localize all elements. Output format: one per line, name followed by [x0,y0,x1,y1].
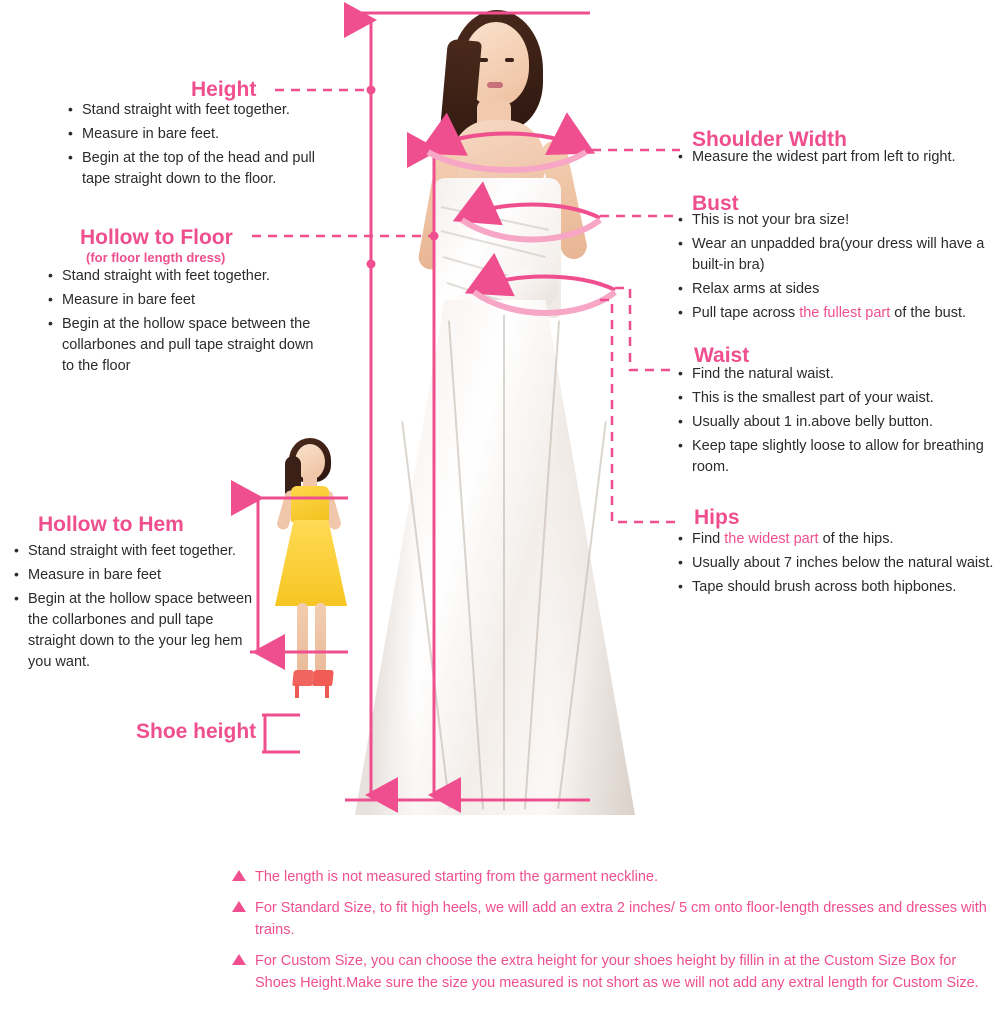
warning-triangle-icon [232,901,246,912]
list-item: • Measure the widest part from left to right. [678,147,996,168]
bust-heading: Bust [692,192,739,215]
list-item: • Wear an unpadded bra(your dress will have a built-in bra) [678,234,996,276]
footnote-row [232,950,992,994]
heel-left-shape [295,684,299,698]
list-item: • Begin at the top of the head and pull tape straight down to the floor. [68,148,330,190]
hips-bullet-list [678,529,996,601]
hollow-to-floor-bullet-list [48,266,316,380]
shoulder-width-bullet-list [678,147,996,171]
leg-left-shape [297,603,308,673]
list-item: • Measure in bare feet [48,290,316,311]
list-item: • This is the smallest part of your waist. [678,388,996,409]
footnote-text: The length is not measured starting from the garment neckline. [255,869,658,885]
waist-bullet-list [678,364,996,481]
warning-triangle-icon [232,954,246,965]
hollow-to-hem-heading: Hollow to Hem [38,513,184,536]
list-item: • Stand straight with feet together. [14,541,260,562]
list-item: • Tape should brush across both hipbones. [678,577,996,598]
hollow-to-hem-bullet-list [14,541,260,676]
list-item-bust-fullest: • Pull tape across the fullest part of the bust. [678,303,996,324]
height-bullet-list [68,100,330,193]
bodice-shape-small [291,486,329,522]
list-item: • Usually about 7 inches below the natural waist. [678,553,996,574]
hollow-to-floor-subheading: (for floor length dress) [86,250,226,265]
short-dress-figure-illustration [255,438,375,748]
list-item: • Usually about 1 in.above belly button. [678,412,996,433]
lips-shape [487,82,503,88]
list-item: • Keep tape slightly loose to allow for breathing room. [678,436,996,478]
shoulder-width-heading: Shoulder Width [692,128,847,151]
skirt-shape-small [275,520,347,606]
list-item: • Measure in bare feet. [68,124,330,145]
footnote-row [232,897,992,941]
footnote-text: For Standard Size, to fit high heels, we will add an extra 2 inches/ 5 cm onto floor-length dresses and dresses with trains. [255,900,987,939]
shoe-height-heading: Shoe height [136,720,257,743]
height-heading: Height [191,78,257,101]
list-item: • Stand straight with feet together. [68,100,330,121]
list-item: • This is not your bra size! [678,210,996,231]
waist-heading: Waist [694,344,750,367]
footnotes-list [232,866,992,1003]
footnote-row [232,866,992,888]
eye-right-shape [505,58,514,62]
bride-figure-illustration [355,0,635,815]
list-item: • Begin at the hollow space between the collarbones and pull tape straight down to the floor [48,314,316,377]
list-item: • Measure in bare feet [14,565,260,586]
skirt-shading [355,300,635,815]
heel-right-shape [325,684,329,698]
bust-highlight-phrase: the fullest part [799,305,891,322]
list-item: • Stand straight with feet together. [48,266,316,287]
list-item-hips-widest: • Find the widest part of the hips. [678,529,996,550]
hollow-to-floor-heading: Hollow to Floor [80,226,233,249]
bust-bullet-list [678,210,996,327]
footnote-text: For Custom Size, you can choose the extra height for your shoes height by fillin in at the Custom Size Box for Shoes Height.Make sure the size you measured is not short as we will not add any extral length for Custom Size. [255,953,979,992]
leg-right-shape [315,603,326,673]
list-item: • Begin at the hollow space between the collarbones and pull tape straight down to the your leg hem you want. [14,589,260,673]
shoe-right-shape [312,670,334,686]
hips-highlight-phrase: the widest part [724,531,819,547]
list-item: • Find the natural waist. [678,364,996,385]
list-item: • Relax arms at sides [678,279,996,300]
hips-heading: Hips [694,506,740,529]
warning-triangle-icon [232,870,246,881]
